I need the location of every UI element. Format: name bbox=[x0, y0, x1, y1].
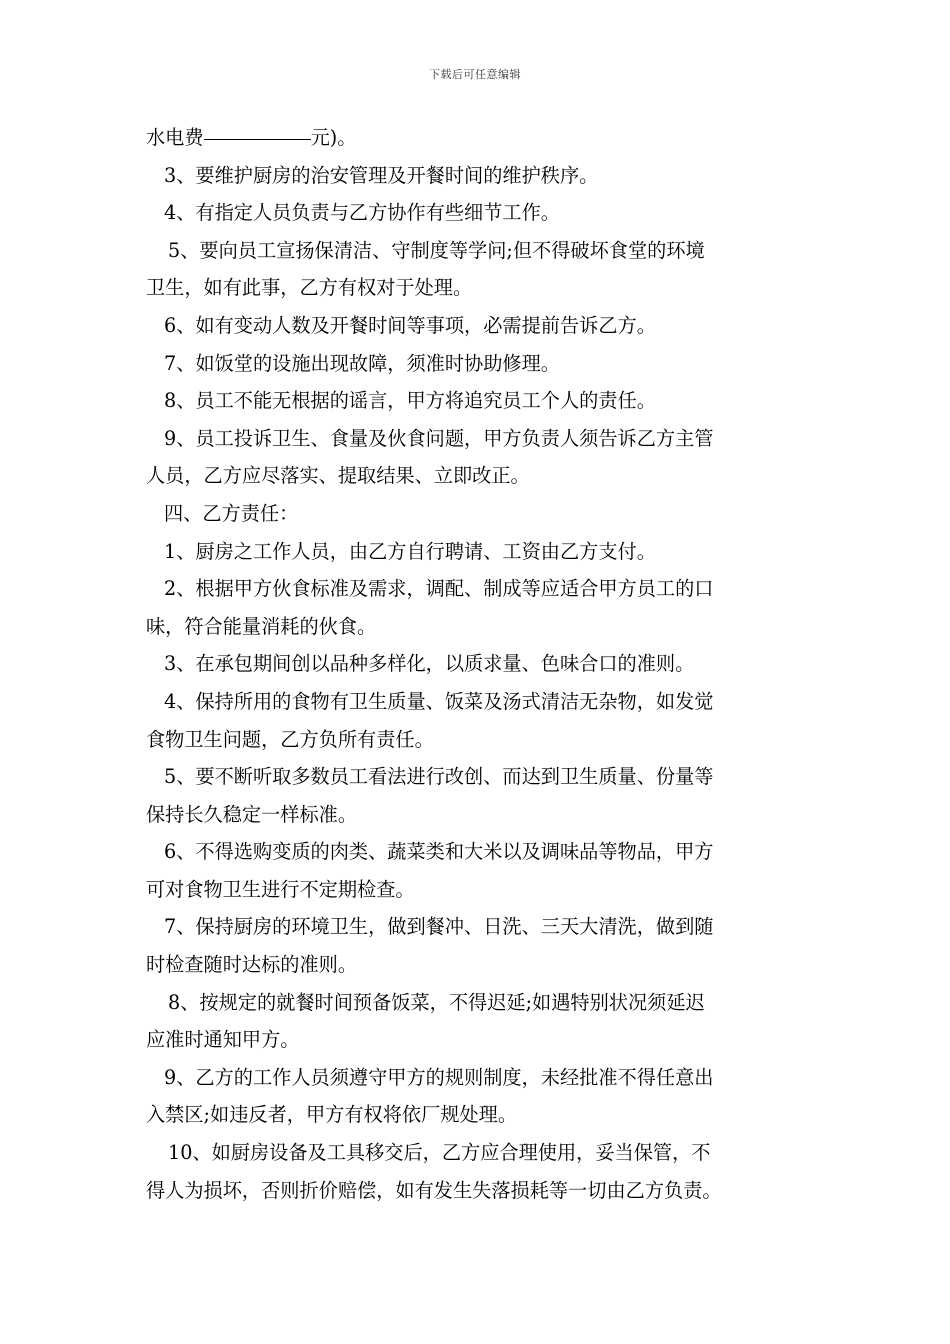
text-line: 3、要维护厨房的治安管理及开餐时间的维护秩序。 bbox=[164, 163, 599, 187]
text-line: 4、保持所用的食物有卫生质量、饭菜及汤式清洁无杂物，如发觉 bbox=[164, 689, 714, 713]
text-line: 8、按规定的就餐时间预备饭菜，不得迟延;如遇特别状况须延迟 bbox=[168, 990, 705, 1014]
text-line: 应准时通知甲方。 bbox=[146, 1028, 300, 1052]
text-line: 可对食物卫生进行不定期检查。 bbox=[146, 877, 415, 901]
text-line: 9、员工投诉卫生、食量及伙食问题，甲方负责人须告诉乙方主管 bbox=[164, 426, 714, 450]
text-line: 5、要向员工宣扬保清洁、守制度等学问;但不得破坏食堂的环境 bbox=[168, 238, 705, 262]
text-line: 5、要不断听取多数员工看法进行改创、而达到卫生质量、份量等 bbox=[164, 765, 714, 789]
text-line: 6、不得选购变质的肉类、蔬菜类和大米以及调味品等物品，甲方 bbox=[164, 840, 714, 864]
text-line: 7、保持厨房的环境卫生，做到餐冲、日洗、三天大清洗，做到随 bbox=[164, 915, 714, 939]
text-line-utility-fee bbox=[146, 119, 811, 157]
text-line: 9、乙方的工作人员须遵守甲方的规则制度，未经批准不得任意出 bbox=[164, 1065, 714, 1089]
text-line: 食物卫生问题，乙方负所有责任。 bbox=[146, 727, 434, 751]
text-line: 四、乙方责任： bbox=[164, 501, 299, 525]
text-line: 时检查随时达标的准则。 bbox=[146, 953, 358, 977]
text-line: 6、如有变动人数及开餐时间等事项，必需提前告诉乙方。 bbox=[164, 313, 656, 337]
text-line: 10、如厨房设备及工具移交后，乙方应合理使用，妥当保管，不 bbox=[168, 1141, 711, 1165]
text-line: 人员，乙方应尽落实、提取结果、立即改正。 bbox=[146, 464, 530, 488]
text-line: 卫生，如有此事，乙方有权对于处理。 bbox=[146, 276, 473, 300]
text-line: 2、根据甲方伙食标准及需求，调配、制成等应适合甲方员工的口 bbox=[164, 577, 714, 601]
text-line: 保持长久稳定一样标准。 bbox=[146, 802, 358, 826]
text-line: 入禁区;如违反者，甲方有权将依厂规处理。 bbox=[146, 1103, 518, 1127]
text-line: 味，符合能量消耗的伙食。 bbox=[146, 614, 377, 638]
page-header-note: 下载后可任意编辑 bbox=[429, 68, 521, 81]
text-line: 得人为损坏，否则折价赔偿，如有发生失落损耗等一切由乙方负责。 bbox=[146, 1178, 722, 1202]
document-body bbox=[146, 119, 811, 1209]
text-line: 3、在承包期间创以品种多样化，以质求量、色味合口的准则。 bbox=[164, 652, 695, 676]
fill-in-blank bbox=[204, 139, 311, 140]
text-line: 7、如饭堂的设施出现故障，须准时协助修理。 bbox=[164, 351, 560, 375]
text-line: 1、厨房之工作人员，由乙方自行聘请、工资由乙方支付。 bbox=[164, 539, 656, 563]
utility-fee-unit: 元)。 bbox=[310, 126, 357, 149]
text-line: 4、有指定人员负责与乙方协作有些细节工作。 bbox=[164, 201, 560, 225]
utility-fee-label: 水电费 bbox=[146, 126, 204, 149]
clause-lines bbox=[146, 157, 811, 1210]
text-line: 8、员工不能无根据的谣言，甲方将追究员工个人的责任。 bbox=[164, 389, 656, 413]
